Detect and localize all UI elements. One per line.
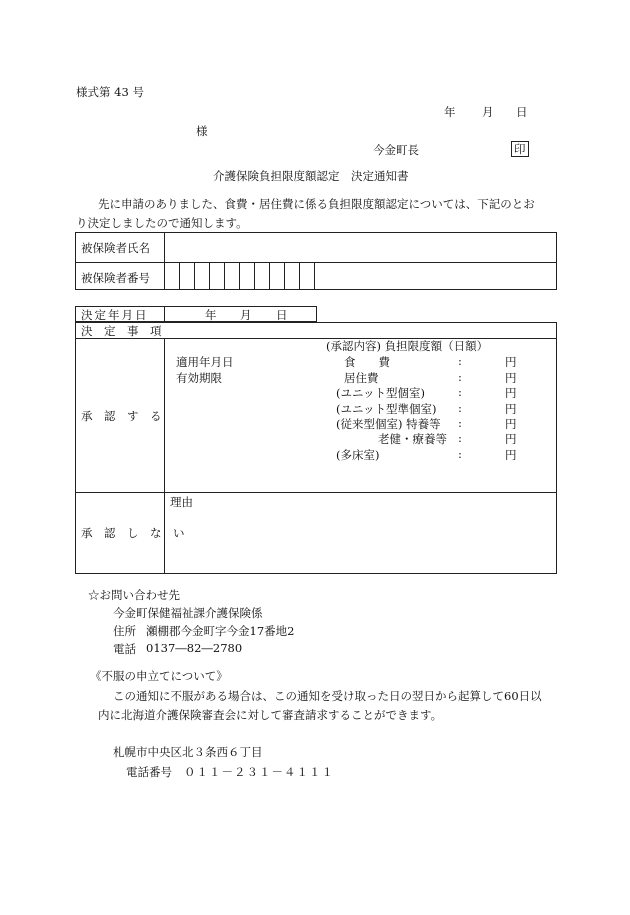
deny-label: 承 認 し な い [81,526,185,540]
seal-mark [511,141,529,157]
approve-row-label: (ユニット型個室) [336,386,426,400]
approve-row-label: 食 費 [344,355,390,369]
number-box-divider [314,262,315,290]
approve-row-colon: : [458,401,462,415]
approve-row-unit: 円 [505,432,517,446]
issuer-name: 今金町長 [373,143,419,157]
approve-row-unit: 円 [505,371,517,385]
approve-apply-date: 適用年月日 [176,355,234,369]
document-title: 介護保険負担限度額認定 決定通知書 [213,169,409,183]
date-day-label: 日 [516,105,528,119]
number-box-divider [269,262,270,290]
number-box-divider [299,262,300,290]
approve-row-colon: : [458,416,462,430]
approve-row-unit: 円 [505,402,517,416]
contact-dept: 今金町保健福祉課介護保険係 [113,606,263,620]
date-month-label: 月 [482,105,494,119]
number-box-divider [284,262,285,290]
approve-row-unit: 円 [505,448,517,462]
insured-name-label: 被保険者氏名 [81,241,150,255]
decision-date-divider [164,306,165,322]
approve-row-colon: : [458,354,462,368]
approve-row-unit: 円 [505,386,517,400]
contact-phone: 0137―82―2780 [146,641,243,655]
decision-date-day: 日 [276,308,288,322]
approve-row-unit: 円 [505,355,517,369]
decision-date-year: 年 [205,308,217,322]
contact-address-label: 住所 [113,624,136,638]
contact-address: 瀬棚郡今金町字今金17番地2 [146,624,295,638]
approve-row-label: 老健・療養等 [378,432,447,446]
number-box-divider [224,262,225,290]
approve-row-label: (多床室) [336,448,380,462]
approve-row-unit: 円 [505,417,517,431]
approve-label: 承 認 す る [81,409,162,423]
addressee-suffix: 様 [196,124,208,138]
intro-line-2: り決定しましたので通知します。 [76,216,248,230]
appeal-phone-label: 電話番号 [126,765,172,779]
reason-label: 理由 [170,495,193,509]
decision-items-label: 決 定 事 項 [81,324,162,338]
approve-row-label: (従来型個室) 特養等 [336,417,441,431]
intro-line-1: 先に申請のありました、食費・居住費に係る負担限度額認定については、下記のとお [98,197,535,211]
table1-label-divider [164,232,165,290]
date-year-label: 年 [444,105,456,119]
insured-number-label: 被保険者番号 [81,271,150,285]
appeal-line-2: 内に北海道介護保険審査会に対して審査請求することができます。 [98,708,443,722]
approve-header: (承認内容) 負担限度額（日額） [326,339,489,353]
approve-row-colon: : [458,370,462,384]
appeal-address: 札幌市中央区北３条西６丁目 [113,745,263,759]
approve-row-label: (ユニット型準個室) [336,402,437,416]
seal-text: 印 [511,141,529,157]
decision-date-month: 月 [240,308,252,322]
approve-row-colon: : [458,431,462,445]
appeal-line-1: この通知に不服がある場合は、この通知を受け取った日の翌日から起算して60日以 [113,689,542,703]
approve-valid-period: 有効期限 [176,371,222,385]
table1-divider [75,262,557,263]
form-number: 様式第 43 号 [76,85,144,99]
number-box-divider [239,262,240,290]
contact-phone-label: 電話 [113,642,136,656]
approve-row-label: 居住費 [344,371,379,385]
approve-row-colon: : [458,447,462,461]
approve-row-colon: : [458,385,462,399]
number-box-divider [179,262,180,290]
contact-header: ☆お問い合わせ先 [88,588,180,602]
number-box-divider [209,262,210,290]
appeal-header: 《不服の申立てについて》 [90,669,228,683]
number-box-divider [254,262,255,290]
number-box-divider [194,262,195,290]
decision-date-label: 決定年月日 [81,308,149,322]
appeal-phone: ０１１－２３１－４１１１ [184,765,334,779]
approve-deny-divider [75,492,557,493]
